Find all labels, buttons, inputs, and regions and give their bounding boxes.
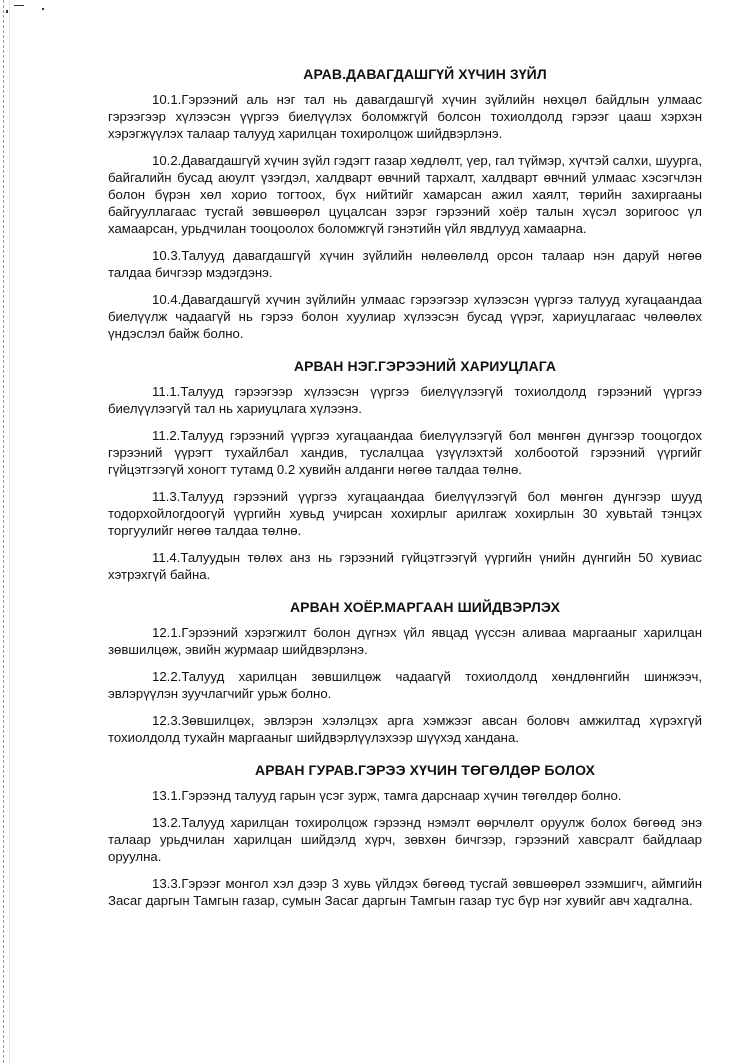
scan-speck xyxy=(14,5,24,6)
section-heading: АРВАН ХОЁР.МАРГААН ШИЙДВЭРЛЭХ xyxy=(289,599,561,615)
clause-10-4: 10.4.Давагдашгүй хүчин зүйлийн улмаас гэрээгээр хүлээсэн үүргээ талууд хугацаандаа биелүүлж чадаагүй нь гэрээ болон хуулиар хүлээсэн бусад үүрэг, хариуцлагаас чөлөөлөх үндэслэл байж болно. xyxy=(108,292,702,341)
section-contract-validity xyxy=(108,762,702,909)
clause-13-2: 13.2.Талууд харилцан тохиролцож гэрээнд нэмэлт өөрчлөлт оруулж болох бөгөөд энэ талаар урьдчилан харилцан шийдэлд хүрч, зөвхөн бичгээр, гэрээний хавсралт байдлаар оруулна. xyxy=(108,815,702,864)
section-heading: АРАВ.ДАВАГДАШГҮЙ ХҮЧИН ЗҮЙЛ xyxy=(303,66,547,82)
clause-11-3: 11.3.Талууд гэрээний үүргээ хугацаандаа биелүүлээгүй бол мөнгөн дүнгээр шууд тодорхойлогдоогүй үүргийн хувьд учирсан хохирлыг арилгаж хохирлын 30 хувьтай тэнцэх торгуулийг нөгөө талдаа төлнө. xyxy=(108,489,702,538)
clause-10-1: 10.1.Гэрээний аль нэг тал нь давагдашгүй хүчин зүйлийн нөхцөл байдлын улмаас гэрээгээр хүлээсэн үүргээ биелүүлэх боломжгүй болсон тохиолдолд гэрээг цааш хэрхэн хэрэгжүүлэх талаар талууд харилцан тохиролцож шийдвэрлэнэ. xyxy=(108,92,702,141)
clause-12-2: 12.2.Талууд харилцан зөвшилцөж чадаагүй тохиолдолд хөндлөнгийн шинжээч, эвлэрүүлэн зуучлагчийг урьж болно. xyxy=(108,669,702,701)
scan-speck xyxy=(6,10,8,13)
section-heading: АРВАН НЭГ.ГЭРЭЭНИЙ ХАРИУЦЛАГА xyxy=(293,358,557,374)
clause-11-2: 11.2.Талууд гэрээний үүргээ хугацаандаа биелүүлээгүй бол мөнгөн дүнгээр тооцогдох гэрээний үүрэгт тухайлбал хандив, туслалцаа үзүүлэхтэй холбоотой гэрээний үүргийг гүйцэтгээгүй хоногт тутамд 0.2 хувийн алданги нөгөө талдаа төлнө. xyxy=(108,428,702,477)
clause-11-1: 11.1.Талууд гэрээгээр хүлээсэн үүргээ биелүүлээгүй тохиолдолд гэрээний үүргээ биелүүлээгүй тал нь хариуцлага хүлээнэ. xyxy=(108,384,702,416)
clause-11-4: 11.4.Талуудын төлөх анз нь гэрээний гүйцэтгээгүй үүргийн үнийн дүнгийн 50 хувиас хэтрэхгүй байна. xyxy=(108,550,702,582)
section-dispute-resolution xyxy=(108,599,702,746)
clause-13-1: 13.1.Гэрээнд талууд гарын үсэг зурж, тамга дарснаар хүчин төгөлдөр болно. xyxy=(152,788,622,803)
clause-12-1: 12.1.Гэрээний хэрэгжилт болон дүгнэх үйл явцад үүссэн аливаа маргааныг харилцан зөвшилцөж, эвийн журмаар шийдвэрлэнэ. xyxy=(108,625,702,657)
clause-10-2: 10.2.Давагдашгүй хүчин зүйл гэдэгт газар хөдлөлт, үер, гал түймэр, хүчтэй салхи, шуурга, байгалийн бусад аюулт үзэгдэл, халдварт өвчний тархалт, халдварт өвчний улмаас хэсэгчлэн болон бүрэн хөл хорио тогтоох, бүх нийтийг хамарсан ажил хаялт, төрийн захиргааны байгууллагаас тусгай зөвшөөрөл цуцалсан зэрэг гэрээний хоёр талын хүсэл зоригоос үл хамаарсан, урьдчилан тооцоолох боломжгүй гэнэтийн үйл явдлууд хамаарна. xyxy=(108,153,702,236)
section-liability xyxy=(108,358,702,583)
clause-12-3: 12.3.Зөвшилцөх, эвлэрэн хэлэлцэх арга хэмжээг авсан боловч амжилтад хүрэхгүй тохиолдолд тухайн маргааныг шийдвэрлүүлэхээр шүүхэд хандана. xyxy=(108,713,702,745)
section-heading: АРВАН ГУРАВ.ГЭРЭЭ ХҮЧИН ТӨГӨЛДӨР БОЛОХ xyxy=(254,762,595,778)
clause-10-3: 10.3.Талууд давагдашгүй хүчин зүйлийн нөлөөлөлд орсон талаар нэн даруй нөгөө талдаа бичгээр мэдэгдэнэ. xyxy=(108,248,702,280)
clause-13-3: 13.3.Гэрээг монгол хэл дээр 3 хувь үйлдэх бөгөөд тусгай зөвшөөрөл эзэмшигч, аймгийн Засаг даргын Тамгын газар, сумын Засаг даргын Тамгын газар тус бүр нэг хувийг авч хадгална. xyxy=(108,876,702,908)
document-page xyxy=(108,66,702,919)
scan-edge-line xyxy=(3,0,5,1063)
scan-speck xyxy=(42,8,44,10)
scan-edge-shadow xyxy=(9,0,11,1063)
section-force-majeure xyxy=(108,66,702,342)
